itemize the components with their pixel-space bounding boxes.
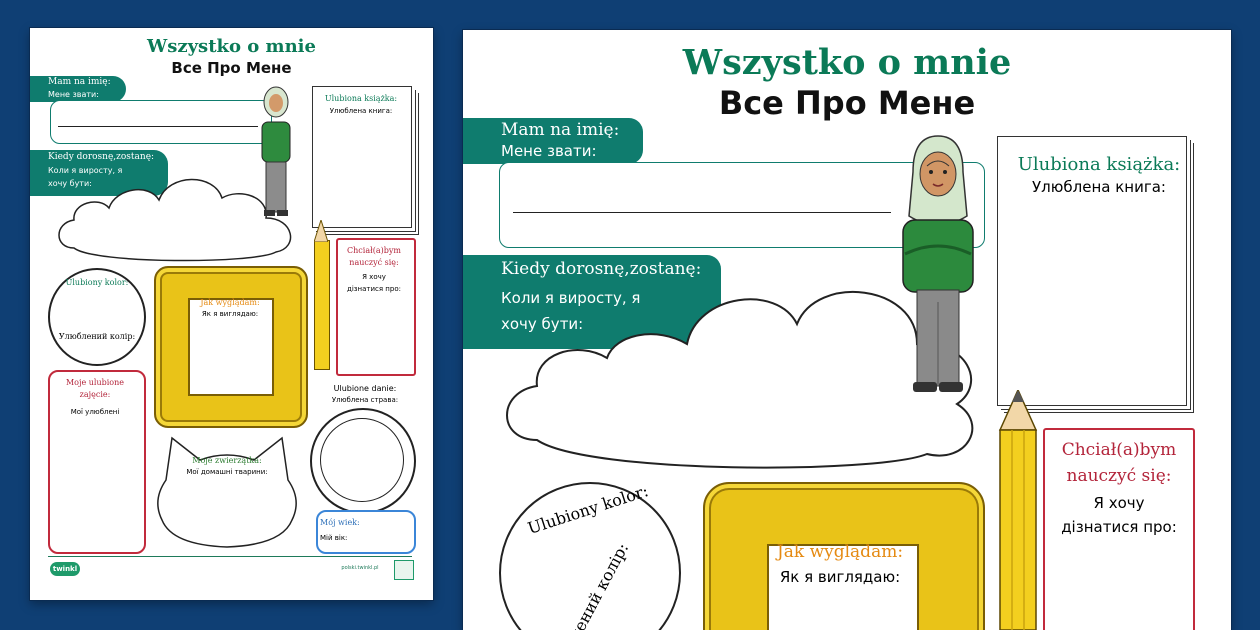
thumb-mirror-frame[interactable]: [154, 266, 308, 428]
thumb-cat-outline[interactable]: [152, 430, 302, 550]
thumb-badge-icon: [394, 560, 414, 580]
name-tab: Mam na imię: Мене звати:: [463, 118, 643, 164]
thumb-name-tab: Mam na imię: Мене звати:: [30, 76, 126, 102]
page-title-pl: Wszystko o mnie: [682, 42, 1012, 83]
girl-illustration: [895, 134, 981, 392]
thumb-title-ua: Все Про Мене: [171, 59, 292, 77]
grow-up-tab: Kiedy dorosnę,zostanę: Коли я виросту, я хочу бути:: [463, 255, 721, 349]
thumb-footer-url: polski.twinkl.pl: [341, 565, 379, 571]
favourite-book-box[interactable]: [997, 136, 1187, 406]
thumb-twinkl-logo: twinkl: [50, 562, 80, 576]
worksheet-thumbnail: Wszystko o mnie Все Про Мене Mam na imię: Мене звати: Kiedy dorosnę,zostanę: Коли я виросту, я хочу бути: Ulubiona książka: Улюблена книга: Chciał(a)bym nauczyć się: Я хочу дізнатися про: Ulubiony kolor: Улюблений колір: Jak wyglądam: Як я виглядаю: Moje ulubione zajęcie: Мої улюблені Ulubione danie: Улюблена страва: Moje zwierzątka: Мої домашні тварини: Mój wiek: Мій вік: twinkl polski.twinkl.pl: [30, 28, 433, 600]
thumb-pencil: [314, 240, 330, 370]
pencil-illustration: [998, 390, 1038, 630]
worksheet-zoomed: Wszystko o mnie Все Про Мене Mam na imię: Мене звати: Kiedy dorosnę,zostanę: Коли я виросту, я хочу бути: Ulubiona książka: Улюблена книга: Chciał(a)bym nauczyć się: Я хочу дізнатися про: Ulubiony kolor: Jak wyglądam: Як я виглядаю:: [463, 30, 1231, 630]
thumb-girl-illustration: [256, 84, 296, 218]
thumb-grow-tab: Kiedy dorosnę,zostanę: Коли я виросту, я хочу бути:: [30, 150, 168, 196]
page-title-ua: Все Про Мене: [718, 84, 976, 122]
thumb-age-box[interactable]: [316, 510, 416, 554]
thumb-name-field[interactable]: [50, 100, 272, 144]
thumb-title-pl: Wszystko o mnie: [147, 36, 316, 57]
